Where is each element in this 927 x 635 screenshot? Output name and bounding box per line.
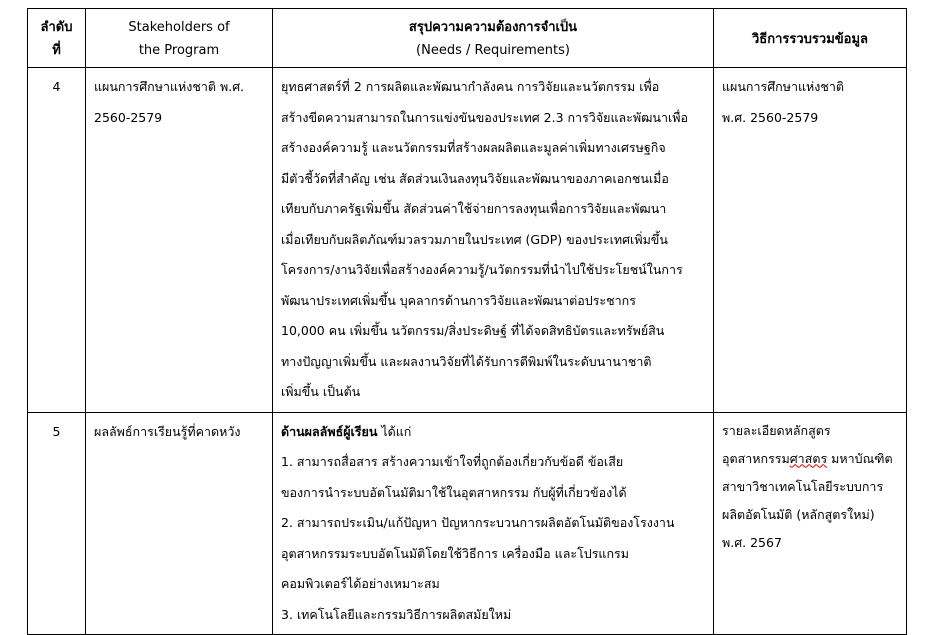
needs-line: 3. เทคโนโลยีและกรรมวิธีการผลิตสมัยใหม่: [281, 606, 512, 622]
needs-heading-bold: ด้านผลลัพธ์ผู้เรียน: [281, 423, 378, 439]
needs-line: เทียบกับภาครัฐเพิ่มขึ้น สัดส่วนค่าใช้จ่ายการลงทุนเพื่อการวิจัยและพัฒนา: [281, 201, 667, 216]
needs-line: เมื่อเทียบกับผลิตภัณฑ์มวลรวมภายในประเทศ (GDP) ของประเทศเพิ่มขึ้น: [281, 231, 668, 247]
stakeholder-line: แผนการศึกษาแห่งชาติ พ.ศ.: [94, 79, 245, 94]
needs-line: 10,000 คน เพิ่มขึ้น นวัตกรรม/สิ่งประดิษฐ์ ที่ได้จดสิทธิบัตรและทรัพย์สิน: [281, 323, 665, 338]
header-needs-line2: (Needs / Requirements): [416, 43, 570, 58]
method-line: แผนการศึกษาแห่งชาติ: [722, 79, 845, 94]
header-method: [714, 9, 907, 68]
table-row: [28, 68, 907, 413]
method-text: อุตสาหกรรม: [722, 450, 790, 466]
needs-line: โครงการ/งานวิจัยเพื่อสร้างองค์ความรู้/นวัตกรรมที่นำไปใช้ประโยชน์ในการ: [281, 262, 683, 277]
needs-line: อุตสาหกรรมระบบอัตโนมัติโดยใช้วิธีการ เครื่องมือ และโปรแกรม: [281, 545, 630, 561]
needs-line: สร้างองค์ความรู้ และนวัตกรรมที่สร้างผลผลิตและมูลค่าเพิ่มทางเศรษฐกิจ: [281, 140, 666, 155]
header-sequence-line1: ลำดับ: [40, 20, 73, 35]
requirements-table: [27, 8, 907, 635]
method-text: มหาบัณฑิต: [827, 450, 893, 466]
needs-line: ยุทธศาสตร์ที่ 2 การผลิตและพัฒนากำลังคน การวิจัยและนวัตกรรม เพื่อ: [281, 79, 660, 94]
needs-line: เพิ่มขึ้น เป็นต้น: [281, 384, 361, 399]
spellcheck-underlined-word: ศาสตร: [789, 450, 828, 466]
row-number: 4: [28, 68, 86, 413]
method-line: พ.ศ. 2560-2579: [722, 109, 819, 125]
header-stakeholders-line1: Stakeholders of: [128, 20, 230, 35]
header-method-label: วิธีการรวบรวมข้อมูล: [751, 31, 868, 47]
method-line: ผลิตอัตโนมัติ (หลักสูตรใหม่): [722, 506, 875, 522]
needs-line: ทางปัญญาเพิ่มขึ้น และผลงานวิจัยที่ได้รับการตีพิมพ์ในระดับนานาชาติ: [281, 353, 652, 369]
method-line: พ.ศ. 2567: [722, 534, 782, 550]
row-needs: [273, 68, 714, 413]
row-stakeholder: [86, 412, 273, 635]
needs-line: 2. สามารถประเมิน/แก้ปัญหา ปัญหากระบวนการผลิตอัตโนมัติของโรงงาน: [281, 515, 675, 530]
header-sequence-line2: ที่: [52, 43, 61, 58]
method-line: [722, 445, 898, 473]
needs-line: ของการนำระบบอัตโนมัติมาใช้ในอุตสาหกรรม กับผู้ที่เกี่ยวข้องได้: [281, 484, 627, 500]
header-row: [28, 9, 907, 68]
needs-line: สร้างขีดความสามารถในการแข่งขันของประเทศ 2.3 การวิจัยและพัฒนาเพื่อ: [281, 109, 689, 125]
row-number: 5: [28, 412, 86, 635]
header-stakeholders: [86, 9, 273, 68]
needs-line: 1. สามารถสื่อสาร สร้างความเข้าใจที่ถูกต้องเกี่ยวกับข้อดี ข้อเสีย: [281, 454, 624, 469]
stakeholder-line: ผลลัพธ์การเรียนรู้ที่คาดหวัง: [94, 423, 241, 439]
needs-line: มีตัวชี้วัดที่สำคัญ เช่น สัดส่วนเงินลงทุนวิจัยและพัฒนาของภาคเอกชนเมื่อ: [281, 170, 669, 186]
needs-line: พัฒนาประเทศเพิ่มขึ้น บุคลากรด้านการวิจัยและพัฒนาต่อประชากร: [281, 292, 636, 308]
needs-line: คอมพิวเตอร์ได้อย่างเหมาะสม: [281, 576, 440, 591]
stakeholder-line: 2560-2579: [94, 109, 163, 125]
row-stakeholder: [86, 68, 273, 413]
method-line: รายละเอียดหลักสูตร: [722, 422, 831, 438]
header-sequence: [28, 9, 86, 68]
header-needs-line1: สรุปความความต้องการจำเป็น: [408, 20, 578, 35]
header-needs: [273, 9, 714, 68]
row-method: [714, 412, 907, 635]
row-method: [714, 68, 907, 413]
table-row: [28, 412, 907, 635]
needs-heading-rest: ได้แก่: [377, 423, 412, 439]
method-line: สาขาวิชาเทคโนโลยีระบบการ: [722, 478, 884, 494]
header-stakeholders-line2: the Program: [138, 43, 220, 58]
row-needs: [273, 412, 714, 635]
needs-heading: [281, 417, 705, 448]
